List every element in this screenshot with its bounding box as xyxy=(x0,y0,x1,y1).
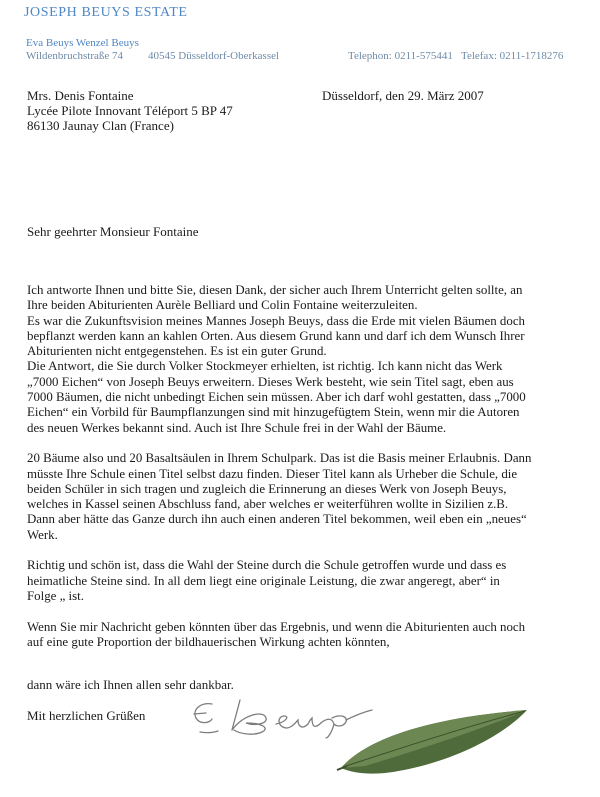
body-line: des neuen Werkes bekannt sind. Auch ist Ihre Schule frei in der Wahl der Bäume. xyxy=(27,420,447,435)
body-line: auf eine gute Proportion der bildhauerischen Wirkung achten könnten, xyxy=(27,634,390,649)
body-line: Die Antwort, die Sie durch Volker Stockmeyer erhielten, ist richtig. Ich kann nicht das Werk xyxy=(27,359,503,374)
letterhead-phone: Telephon: 0211-575441 xyxy=(348,50,453,62)
closing-line: dann wäre ich Ihnen allen sehr dankbar. xyxy=(27,677,234,692)
body-line: Wenn Sie mir Nachricht geben könnten über das Ergebnis, und wenn die Abiturienten auch noch xyxy=(27,619,526,634)
letterhead-street: Wildenbruchstraße 74 xyxy=(26,50,123,62)
body-line: heimatliche Steine sind. In all dem liegt eine originale Leistung, die zwar angeregt, aber“ in xyxy=(27,573,500,588)
body-line: beiden Schüler in sich tragen und zugleich die Erinnerung an dieses Werk von Joseph Beuys, xyxy=(27,481,507,496)
body-line: Richtig und schön ist, dass die Wahl der Steine durch die Schule getroffen wurde und dass es xyxy=(27,558,507,573)
recipient-address xyxy=(27,88,233,133)
body-paragraph xyxy=(27,620,587,651)
body-paragraph xyxy=(27,451,587,543)
recipient-line-2: Lycée Pilote Innovant Téléport 5 BP 47 xyxy=(27,103,233,118)
letter-body xyxy=(27,283,587,665)
body-line: 20 Bäume also und 20 Basaltsäulen in Ihrem Schulpark. Das ist die Basis meiner Erlaubnis. Dann xyxy=(27,451,532,466)
body-line: Es war die Zukunftsvision meines Mannes Joseph Beuys, dass die Erde mit vielen Bäumen doch xyxy=(27,313,525,328)
body-line: Folge „ ist. xyxy=(27,588,84,603)
body-line: Dann aber hätte das Ganze durch ihn auch einen anderen Titel bekommen, weil eben ein „neues“ xyxy=(27,512,527,527)
letterhead-title: JOSEPH BEUYS ESTATE xyxy=(24,5,188,20)
body-paragraph xyxy=(27,558,587,604)
olive-leaf-image xyxy=(335,700,535,780)
body-line: Werk. xyxy=(27,527,58,542)
recipient-line-3: 86130 Jaunay Clan (France) xyxy=(27,118,174,133)
body-paragraph xyxy=(27,283,587,436)
body-line: 7000 Bäumen, die nicht unbedingt Eichen sein müssen. Aber ich darf wohl gestatten, dass „7000 xyxy=(27,390,526,405)
letter-date: Düsseldorf, den 29. März 2007 xyxy=(322,88,484,103)
body-line: welches in Kassel seinen Abschluss fand, aber welches er weiterführen wollte in Sizilien z.B. xyxy=(27,497,509,512)
letterhead-names: Eva Beuys Wenzel Beuys xyxy=(26,37,139,49)
body-line: Ihre beiden Abiturienten Aurèle Belliard und Colin Fontaine weiterzuleiten. xyxy=(27,298,418,313)
letterhead-city: 40545 Düsseldorf-Oberkassel xyxy=(148,50,280,62)
recipient-line-1: Mrs. Denis Fontaine xyxy=(27,88,134,103)
letterhead-fax: Telefax: 0211-1718276 xyxy=(461,50,564,62)
body-line: Abiturienten nicht entgegenstehen. Es ist ein guter Grund. xyxy=(27,344,327,359)
body-line: „7000 Eichen“ von Joseph Beuys erweitern. Dieses Werk besteht, wie sein Titel sagt, eben aus xyxy=(27,374,514,389)
body-line: Eichen“ ein Vorbild für Baumpflanzungen sind mit hinzugefügtem Stein, wenn mir die Autoren xyxy=(27,405,520,420)
body-line: Ich antworte Ihnen und bitte Sie, diesen Dank, der sicher auch Ihrem Unterricht gelten sollte, an xyxy=(27,283,523,297)
body-line: müsste Ihre Schule einen Titel selbst dazu finden. Dieser Titel kann als Urheber die Schule, die xyxy=(27,466,518,481)
body-line: bepflanzt werden kann an kahlen Orten. Aus diesem Grund kann und darf ich dem Wunsch Ihrer xyxy=(27,328,525,343)
salutation: Sehr geehrter Monsieur Fontaine xyxy=(27,224,199,239)
greeting: Mit herzlichen Grüßen xyxy=(27,708,146,723)
